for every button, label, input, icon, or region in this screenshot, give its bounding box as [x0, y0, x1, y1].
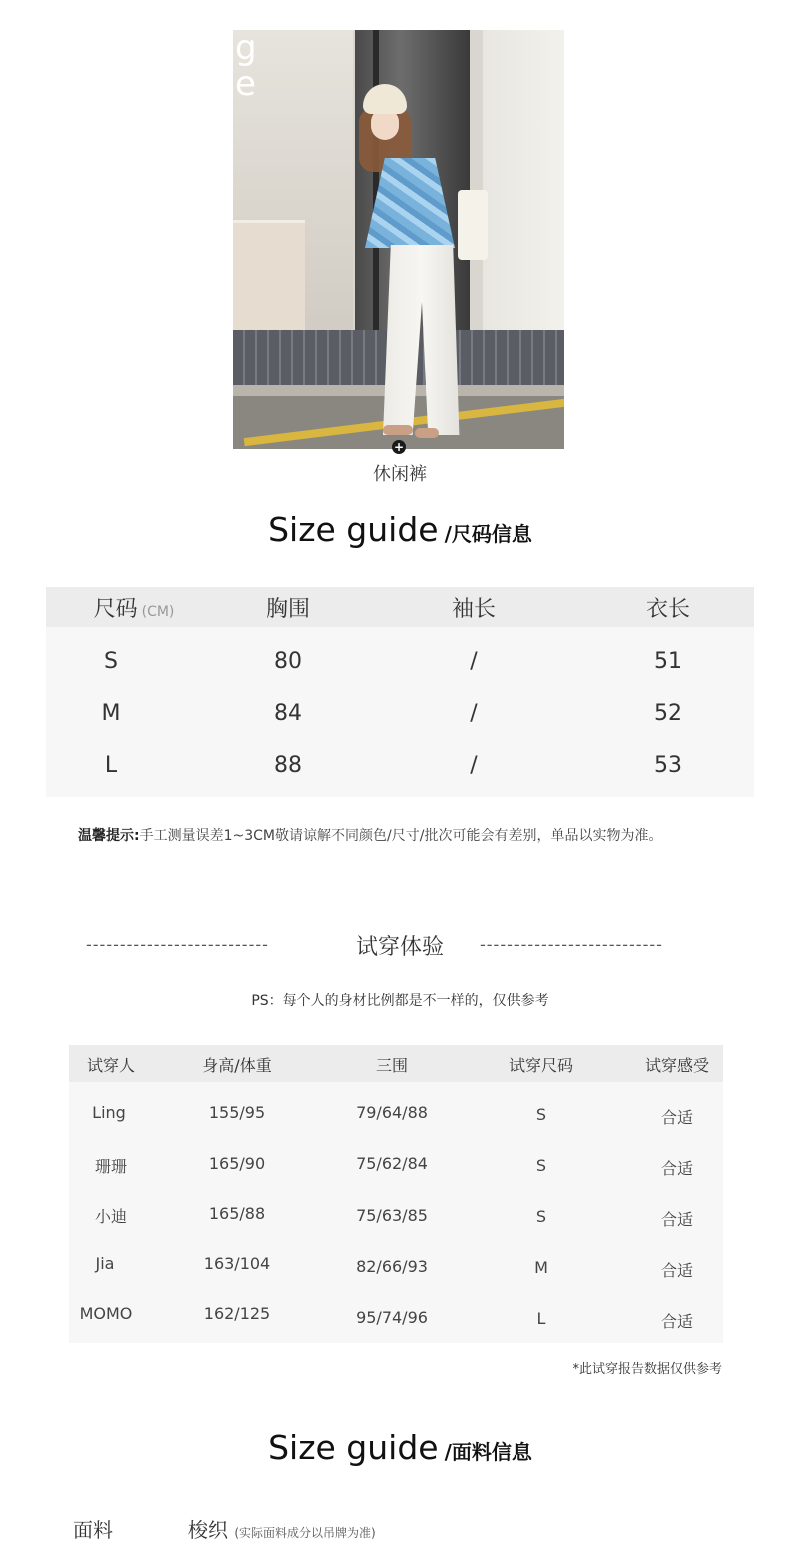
sleeve-cell: / — [470, 649, 478, 674]
tryon-table-header — [69, 1045, 723, 1082]
divider-right: --------------------------- — [480, 935, 663, 954]
tryon-size-cell: L — [536, 1309, 546, 1328]
size-guide-title: Size guide — [268, 510, 439, 549]
tryon-hw-cell: 162/125 — [203, 1304, 271, 1323]
chest-cell: 84 — [274, 701, 302, 726]
tryon-hw-cell: 165/90 — [208, 1154, 266, 1173]
fabric-label: 面料 — [73, 1518, 113, 1542]
tryon-feel-cell: 合适 — [660, 1312, 694, 1331]
tryon-hw-cell: 155/95 — [208, 1103, 266, 1122]
tip-label: 温馨提示: — [78, 828, 140, 844]
tryon-header-hw: 身高/体重 — [202, 1056, 272, 1075]
fabric-heading — [0, 1428, 800, 1467]
length-cell: 52 — [654, 701, 682, 726]
fabric-subtitle: /面料信息 — [444, 1440, 532, 1464]
photo-model-foot — [415, 428, 439, 438]
product-caption: 休闲裤 — [373, 464, 427, 485]
tryon-hw-cell: 165/88 — [208, 1204, 266, 1223]
size-unit: (CM) — [141, 604, 175, 620]
tryon-header-size: 试穿尺码 — [508, 1056, 574, 1075]
product-photo — [233, 30, 564, 449]
tryon-size-cell: M — [534, 1258, 548, 1277]
sleeve-cell: / — [470, 753, 478, 778]
tryon-measure-cell: 75/62/84 — [356, 1154, 428, 1173]
size-guide-heading — [0, 510, 800, 549]
chest-cell: 80 — [274, 649, 302, 674]
tryon-size-cell: S — [535, 1207, 547, 1226]
tryon-measure-cell: 82/66/93 — [356, 1257, 428, 1276]
tryon-title: 试穿体验 — [355, 935, 444, 960]
photo-bag — [458, 190, 488, 260]
photo-wall-right — [483, 30, 564, 330]
tryon-feel-cell: 合适 — [660, 1210, 694, 1229]
tryon-ps: PS：每个人的身材比例都是不一样的，仅供参考 — [251, 993, 549, 1009]
size-header-chest: 胸围 — [265, 597, 311, 622]
tryon-measure-cell: 75/63/85 — [356, 1206, 428, 1225]
size-table — [46, 587, 754, 797]
tip-text: 手工测量误差1~3CM敬请谅解不同颜色/尺寸/批次可能会有差别，单品以实物为准。 — [139, 828, 663, 844]
fabric-title: Size guide — [268, 1428, 439, 1467]
tryon-feel-cell: 合适 — [660, 1159, 694, 1178]
tryon-measure-cell: 95/74/96 — [356, 1308, 428, 1327]
tryon-name-cell: Ling — [92, 1103, 126, 1122]
chest-cell: 88 — [274, 753, 302, 778]
tryon-feel-cell: 合适 — [660, 1108, 694, 1127]
photo-store-lettering: g e — [235, 30, 257, 104]
size-table-header — [46, 587, 754, 627]
tryon-table — [69, 1045, 723, 1343]
size-header-length: 衣长 — [645, 597, 691, 622]
tryon-name-cell: Jia — [95, 1254, 115, 1273]
fabric-value: 梭织 — [188, 1518, 228, 1542]
fabric-note: (实际面料成分以吊牌为准) — [234, 1526, 376, 1540]
tryon-feel-cell: 合适 — [660, 1261, 694, 1280]
photo-door-frame — [373, 30, 379, 330]
tryon-header-measure: 三围 — [375, 1056, 409, 1075]
tryon-hw-cell: 163/104 — [203, 1254, 271, 1273]
size-header-size: 尺码 (CM) — [93, 597, 175, 622]
size-cell: S — [104, 649, 118, 674]
size-cell: M — [101, 701, 121, 726]
sleeve-cell: / — [470, 701, 478, 726]
tryon-name-cell: 小迪 — [94, 1207, 128, 1226]
tryon-header-feel: 试穿感受 — [644, 1056, 710, 1075]
divider-left: --------------------------- — [86, 935, 269, 954]
tryon-name-cell: 珊珊 — [94, 1157, 128, 1176]
fabric-value-row — [188, 1514, 376, 1543]
plus-circle-icon[interactable]: + — [393, 440, 405, 454]
tryon-measure-cell: 79/64/88 — [356, 1103, 428, 1122]
tryon-size-cell: S — [535, 1105, 547, 1124]
size-tip — [78, 825, 662, 845]
size-cell: L — [104, 753, 118, 778]
photo-model-foot — [383, 425, 413, 435]
length-cell: 53 — [654, 753, 682, 778]
tryon-header-name: 试穿人 — [86, 1056, 136, 1075]
length-cell: 51 — [654, 649, 682, 674]
tryon-note: *此试穿报告数据仅供参考 — [572, 1362, 722, 1377]
size-guide-subtitle: /尺码信息 — [444, 522, 532, 546]
tryon-size-cell: S — [535, 1156, 547, 1175]
size-header-sleeve: 袖长 — [451, 597, 497, 622]
tryon-name-cell: MOMO — [79, 1304, 133, 1323]
